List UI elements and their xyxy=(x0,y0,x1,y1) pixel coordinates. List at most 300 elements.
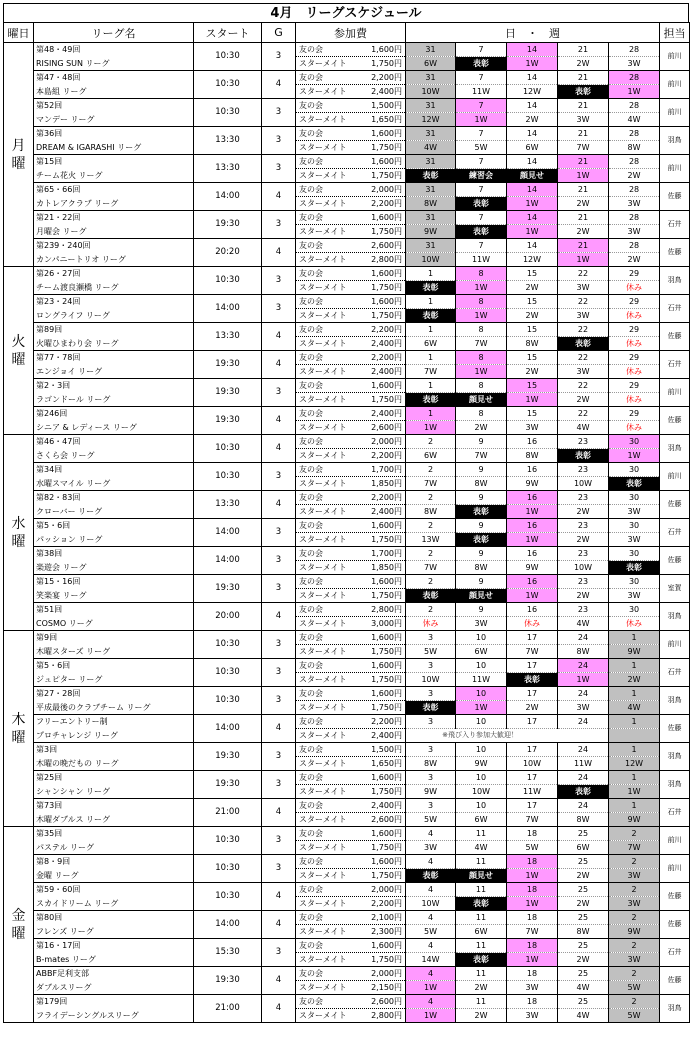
start-time: 10:30 xyxy=(194,267,262,295)
fee-member-label: 友の会 xyxy=(299,969,323,978)
week-date: 31 xyxy=(406,43,456,57)
fee-starmate xyxy=(296,225,406,239)
week-status: 表彰 xyxy=(456,57,507,71)
start-time: 19:30 xyxy=(194,967,262,995)
week-status: 表彰 xyxy=(609,561,660,575)
fee-member xyxy=(296,519,406,533)
league-number: 第23・24回 xyxy=(34,295,194,309)
league-row-top xyxy=(4,183,690,197)
league-row-bottom xyxy=(4,365,690,379)
week-status: 10W xyxy=(558,561,609,575)
fee-starmate-label: スターメイト xyxy=(299,311,347,320)
week-date: 10 xyxy=(456,799,507,813)
week-date: 29 xyxy=(609,323,660,337)
week-status: 5W xyxy=(406,925,456,939)
staff-name: 佐藤 xyxy=(660,547,690,575)
week-status: 3W xyxy=(609,533,660,547)
week-status: 休み xyxy=(609,365,660,379)
fee-starmate-label: スターメイト xyxy=(299,451,347,460)
week-status: 3W xyxy=(609,505,660,519)
week-date: 1 xyxy=(406,267,456,281)
fee-member xyxy=(296,43,406,57)
fee-member-value: 2,200円 xyxy=(371,325,402,334)
fee-member-value: 1,600円 xyxy=(371,829,402,838)
fee-member xyxy=(296,631,406,645)
start-time: 13:30 xyxy=(194,155,262,183)
staff-name: 佐藤 xyxy=(660,407,690,435)
week-status: 5W xyxy=(609,981,660,995)
week-date: 14 xyxy=(507,239,558,253)
week-status: 3W xyxy=(406,841,456,855)
start-time: 19:30 xyxy=(194,211,262,239)
fee-member-label: 友の会 xyxy=(299,885,323,894)
fee-starmate-label: スターメイト xyxy=(299,675,347,684)
week-date: 11 xyxy=(456,995,507,1009)
league-number: 第179回 xyxy=(34,995,194,1009)
league-row-bottom xyxy=(4,337,690,351)
week-date: 15 xyxy=(507,351,558,365)
league-number: 第5・6回 xyxy=(34,519,194,533)
fee-member-value: 2,000円 xyxy=(371,185,402,194)
week-date: 28 xyxy=(609,71,660,85)
league-name: COSMO リーグ xyxy=(34,617,194,631)
league-name: エンジョイ リーグ xyxy=(34,365,194,379)
week-status: 10W xyxy=(406,673,456,687)
fee-member xyxy=(296,295,406,309)
league-number: 第36回 xyxy=(34,127,194,141)
fee-starmate-value: 1,750円 xyxy=(371,395,402,404)
league-row-bottom xyxy=(4,981,690,995)
fee-starmate-label: スターメイト xyxy=(299,423,347,432)
week-status: 2W xyxy=(558,953,609,967)
league-name: 月曜会 リーグ xyxy=(34,225,194,239)
week-status: 3W xyxy=(609,897,660,911)
week-date: 1 xyxy=(609,771,660,785)
fee-starmate-value: 2,300円 xyxy=(371,927,402,936)
week-status: 練習会 xyxy=(456,169,507,183)
fee-member xyxy=(296,183,406,197)
staff-name: 石井 xyxy=(660,939,690,967)
fee-member xyxy=(296,323,406,337)
week-date: 17 xyxy=(507,659,558,673)
week-date: 17 xyxy=(507,715,558,729)
fee-member-label: 友の会 xyxy=(299,381,323,390)
schedule-table xyxy=(3,22,690,1023)
week-status: 休み xyxy=(609,337,660,351)
start-time: 14:00 xyxy=(194,519,262,547)
fee-member xyxy=(296,155,406,169)
week-status: 表彰 xyxy=(406,393,456,407)
league-name: 木曜スターズ リーグ xyxy=(34,645,194,659)
week-status: 4W xyxy=(609,701,660,715)
fee-member-label: 友の会 xyxy=(299,465,323,474)
week-date: 14 xyxy=(507,211,558,225)
week-status: 顔見せ xyxy=(456,869,507,883)
start-time: 13:30 xyxy=(194,127,262,155)
fee-member xyxy=(296,127,406,141)
week-status: 休み xyxy=(507,617,558,631)
week-date: 2 xyxy=(609,939,660,953)
game-count: 3 xyxy=(262,127,296,155)
staff-name: 石井 xyxy=(660,211,690,239)
league-row-bottom xyxy=(4,225,690,239)
week-date: 23 xyxy=(558,435,609,449)
week-date: 14 xyxy=(507,155,558,169)
week-date: 1 xyxy=(406,323,456,337)
week-status: 9W xyxy=(456,757,507,771)
league-row-bottom xyxy=(4,449,690,463)
fee-starmate xyxy=(296,925,406,939)
week-status: 2W xyxy=(558,197,609,211)
week-date: 1 xyxy=(609,743,660,757)
league-number: フリーエントリー制 xyxy=(34,715,194,729)
league-row-bottom xyxy=(4,477,690,491)
staff-name: 羽鳥 xyxy=(660,995,690,1023)
fee-starmate-label: スターメイト xyxy=(299,899,347,908)
league-row-bottom xyxy=(4,141,690,155)
league-row-top xyxy=(4,435,690,449)
week-status: 3W xyxy=(558,365,609,379)
header-day: 曜日 xyxy=(4,23,34,43)
week-date: 31 xyxy=(406,211,456,225)
league-row-top xyxy=(4,855,690,869)
fee-starmate-label: スターメイト xyxy=(299,563,347,572)
week-date: 29 xyxy=(609,379,660,393)
start-time: 10:30 xyxy=(194,43,262,71)
league-row-bottom xyxy=(4,533,690,547)
fee-starmate-label: スターメイト xyxy=(299,283,347,292)
league-row-bottom xyxy=(4,813,690,827)
fee-member xyxy=(296,603,406,617)
week-status: 休み xyxy=(609,281,660,295)
staff-name: 羽鳥 xyxy=(660,267,690,295)
week-date: 10 xyxy=(456,771,507,785)
week-date: 2 xyxy=(406,435,456,449)
week-status: 1W xyxy=(456,701,507,715)
week-status: 1W xyxy=(507,225,558,239)
league-number: 第25回 xyxy=(34,771,194,785)
league-row-bottom xyxy=(4,393,690,407)
week-status: 2W xyxy=(507,309,558,323)
fee-starmate-label: スターメイト xyxy=(299,815,347,824)
game-count: 3 xyxy=(262,379,296,407)
league-number: 第34回 xyxy=(34,463,194,477)
fee-member-label: 友の会 xyxy=(299,101,323,110)
week-date: 21 xyxy=(558,43,609,57)
league-row-bottom xyxy=(4,617,690,631)
week-status: 2W xyxy=(558,897,609,911)
week-date: 4 xyxy=(406,911,456,925)
week-date: 25 xyxy=(558,883,609,897)
fee-member-value: 1,500円 xyxy=(371,101,402,110)
staff-name: 前川 xyxy=(660,827,690,855)
week-date: 30 xyxy=(609,435,660,449)
fee-starmate xyxy=(296,113,406,127)
staff-name: 佐藤 xyxy=(660,491,690,519)
game-count: 4 xyxy=(262,995,296,1023)
league-row-bottom xyxy=(4,281,690,295)
week-date: 10 xyxy=(456,715,507,729)
staff-name: 佐藤 xyxy=(660,323,690,351)
week-date: 15 xyxy=(507,379,558,393)
fee-member-value: 2,400円 xyxy=(371,409,402,418)
staff-name: 佐藤 xyxy=(660,911,690,939)
fee-starmate-label: スターメイト xyxy=(299,619,347,628)
week-status: 2W xyxy=(609,253,660,267)
header-games: G xyxy=(262,23,296,43)
week-status: 休み xyxy=(609,393,660,407)
week-date: 16 xyxy=(507,575,558,589)
game-count: 3 xyxy=(262,155,296,183)
fee-starmate-value: 2,400円 xyxy=(371,339,402,348)
league-row-bottom xyxy=(4,309,690,323)
week-date: 11 xyxy=(456,827,507,841)
week-date: 10 xyxy=(456,687,507,701)
schedule-sheet xyxy=(3,3,689,1023)
fee-starmate-value: 1,650円 xyxy=(371,759,402,768)
staff-name: 室賀 xyxy=(660,575,690,603)
week-status: 2W xyxy=(609,169,660,183)
week-date: 28 xyxy=(609,155,660,169)
fee-starmate-label: スターメイト xyxy=(299,507,347,516)
league-name: 平成最後のクラブチーム リーグ xyxy=(34,701,194,715)
week-status: 5W xyxy=(507,841,558,855)
week-date: 1 xyxy=(609,687,660,701)
fee-member xyxy=(296,211,406,225)
week-status: 表彰 xyxy=(558,785,609,799)
fee-member xyxy=(296,939,406,953)
start-time: 10:30 xyxy=(194,71,262,99)
game-count: 3 xyxy=(262,939,296,967)
staff-name: 前川 xyxy=(660,631,690,659)
week-status: 9W xyxy=(507,561,558,575)
week-status: 11W xyxy=(558,757,609,771)
game-count: 3 xyxy=(262,771,296,799)
fee-starmate-value: 2,600円 xyxy=(371,423,402,432)
week-date: 31 xyxy=(406,239,456,253)
league-number: 第27・28回 xyxy=(34,687,194,701)
league-row-bottom xyxy=(4,589,690,603)
fee-member-value: 1,600円 xyxy=(371,213,402,222)
league-name: 火曜ひまわり会 リーグ xyxy=(34,337,194,351)
fee-member-label: 友の会 xyxy=(299,73,323,82)
week-status: 8W xyxy=(406,197,456,211)
week-status: 10W xyxy=(558,477,609,491)
fee-member-value: 2,800円 xyxy=(371,605,402,614)
fee-member-label: 友の会 xyxy=(299,913,323,922)
week-date: 7 xyxy=(456,71,507,85)
week-date: 16 xyxy=(507,435,558,449)
league-number: 第80回 xyxy=(34,911,194,925)
fee-starmate-label: スターメイト xyxy=(299,115,347,124)
fee-starmate-value: 2,200円 xyxy=(371,899,402,908)
week-date: 25 xyxy=(558,967,609,981)
fee-member-label: 友の会 xyxy=(299,997,323,1006)
fee-starmate xyxy=(296,589,406,603)
week-status: 1W xyxy=(609,785,660,799)
staff-name: 石井 xyxy=(660,659,690,687)
header-row xyxy=(4,23,690,43)
fee-starmate-label: スターメイト xyxy=(299,227,347,236)
week-date: 3 xyxy=(406,715,456,729)
staff-name: 羽鳥 xyxy=(660,771,690,799)
fee-member xyxy=(296,463,406,477)
league-row-top xyxy=(4,407,690,421)
fee-member-value: 2,200円 xyxy=(371,73,402,82)
week-date: 22 xyxy=(558,407,609,421)
week-status: 5W xyxy=(456,141,507,155)
week-date: 2 xyxy=(609,883,660,897)
fee-member-label: 友の会 xyxy=(299,297,323,306)
league-number: 第46・47回 xyxy=(34,435,194,449)
league-number: 第82・83回 xyxy=(34,491,194,505)
fee-starmate-label: スターメイト xyxy=(299,1011,347,1020)
week-status: 1W xyxy=(406,981,456,995)
start-time: 20:20 xyxy=(194,239,262,267)
start-time: 21:00 xyxy=(194,995,262,1023)
league-name: シニア & レディース リーグ xyxy=(34,421,194,435)
week-status: 3W xyxy=(609,869,660,883)
start-time: 14:00 xyxy=(194,547,262,575)
week-date: 21 xyxy=(558,183,609,197)
fee-starmate xyxy=(296,421,406,435)
week-status: 12W xyxy=(406,113,456,127)
fee-starmate-value: 2,600円 xyxy=(371,815,402,824)
week-date: 1 xyxy=(609,631,660,645)
week-status: 4W xyxy=(558,1009,609,1023)
game-count: 3 xyxy=(262,267,296,295)
week-status: 表彰 xyxy=(456,197,507,211)
league-number: 第65・66回 xyxy=(34,183,194,197)
fee-member xyxy=(296,267,406,281)
week-status: 7W xyxy=(456,449,507,463)
start-time: 19:30 xyxy=(194,407,262,435)
league-row-bottom xyxy=(4,869,690,883)
fee-starmate xyxy=(296,729,406,743)
header-start: スタート xyxy=(194,23,262,43)
week-date: 30 xyxy=(609,603,660,617)
league-row-top xyxy=(4,71,690,85)
fee-member-value: 1,600円 xyxy=(371,689,402,698)
league-row-top xyxy=(4,799,690,813)
header-staff: 担当 xyxy=(660,23,690,43)
start-time: 19:30 xyxy=(194,351,262,379)
week-status: 6W xyxy=(456,645,507,659)
week-date: 14 xyxy=(507,71,558,85)
week-status: 7W xyxy=(406,365,456,379)
start-time: 19:30 xyxy=(194,771,262,799)
fee-member-value: 1,600円 xyxy=(371,269,402,278)
week-date: 11 xyxy=(456,855,507,869)
fee-member-value: 2,200円 xyxy=(371,493,402,502)
fee-member-label: 友の会 xyxy=(299,605,323,614)
league-number: 第2・3回 xyxy=(34,379,194,393)
week-date: 2 xyxy=(406,547,456,561)
week-status: 3W xyxy=(558,113,609,127)
week-date: 8 xyxy=(456,267,507,281)
week-status: 6W xyxy=(507,141,558,155)
league-row-bottom xyxy=(4,197,690,211)
week-status: 14W xyxy=(406,953,456,967)
fee-starmate-label: スターメイト xyxy=(299,955,347,964)
week-date: 17 xyxy=(507,631,558,645)
game-count: 3 xyxy=(262,743,296,771)
league-row-bottom xyxy=(4,729,690,743)
staff-name: 石井 xyxy=(660,295,690,323)
week-status: 1W xyxy=(609,85,660,99)
week-status: 8W xyxy=(406,757,456,771)
fee-starmate-value: 2,400円 xyxy=(371,87,402,96)
week-status: 7W xyxy=(507,925,558,939)
week-status: 2W xyxy=(456,981,507,995)
week-date: 11 xyxy=(456,883,507,897)
league-row-top xyxy=(4,547,690,561)
league-name: カンパニートリオ リーグ xyxy=(34,253,194,267)
staff-name: 羽鳥 xyxy=(660,687,690,715)
staff-name: 羽鳥 xyxy=(660,127,690,155)
game-count: 4 xyxy=(262,435,296,463)
week-status: 6W xyxy=(406,57,456,71)
week-date: 23 xyxy=(558,547,609,561)
week-status: 2W xyxy=(558,393,609,407)
week-date: 29 xyxy=(609,267,660,281)
week-date: 9 xyxy=(456,603,507,617)
league-number: 第35回 xyxy=(34,827,194,841)
fee-starmate-label: スターメイト xyxy=(299,759,347,768)
fee-starmate xyxy=(296,141,406,155)
fee-member-label: 友の会 xyxy=(299,829,323,838)
day-label: 月 曜 xyxy=(4,43,34,267)
league-number: 第52回 xyxy=(34,99,194,113)
week-status: 表彰 xyxy=(558,449,609,463)
week-date: 4 xyxy=(406,827,456,841)
week-date: 30 xyxy=(609,491,660,505)
league-number: 第73回 xyxy=(34,799,194,813)
week-status: 1W xyxy=(507,589,558,603)
week-status: 10W xyxy=(406,253,456,267)
fee-starmate-label: スターメイト xyxy=(299,927,347,936)
day-label: 水 曜 xyxy=(4,435,34,631)
week-status: 7W xyxy=(558,141,609,155)
fee-member xyxy=(296,855,406,869)
league-name: ラゴンドール リーグ xyxy=(34,393,194,407)
week-status: 2W xyxy=(558,505,609,519)
game-count: 3 xyxy=(262,463,296,491)
fee-starmate-value: 1,750円 xyxy=(371,143,402,152)
league-number: 第8・9回 xyxy=(34,855,194,869)
fee-member-label: 友の会 xyxy=(299,129,323,138)
fee-member-label: 友の会 xyxy=(299,493,323,502)
fee-starmate-label: スターメイト xyxy=(299,731,347,740)
league-name: 笑楽宴 リーグ xyxy=(34,589,194,603)
week-status: 1W xyxy=(507,505,558,519)
fee-starmate-label: スターメイト xyxy=(299,59,347,68)
staff-name: 羽鳥 xyxy=(660,743,690,771)
week-date: 18 xyxy=(507,967,558,981)
week-status: 9W xyxy=(609,925,660,939)
fee-member-value: 1,600円 xyxy=(371,45,402,54)
week-status: 2W xyxy=(507,281,558,295)
week-date: 4 xyxy=(406,939,456,953)
week-status: 表彰 xyxy=(558,337,609,351)
week-date: 24 xyxy=(558,631,609,645)
week-status: 2W xyxy=(507,113,558,127)
league-number: 第59・60回 xyxy=(34,883,194,897)
week-date: 4 xyxy=(406,855,456,869)
week-date: 17 xyxy=(507,687,558,701)
league-row-top xyxy=(4,827,690,841)
fee-starmate-label: スターメイト xyxy=(299,535,347,544)
